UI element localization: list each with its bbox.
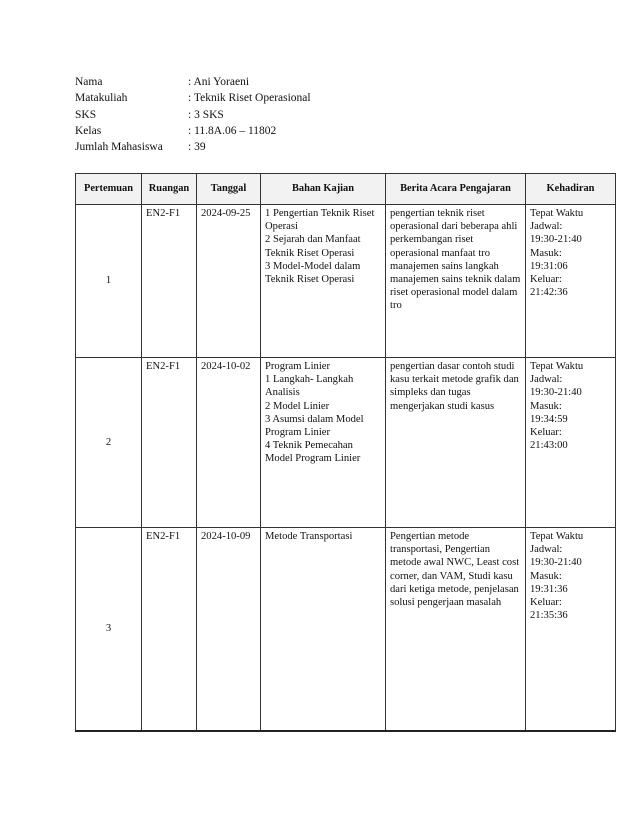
cell-tanggal: 2024-10-09 xyxy=(197,528,261,732)
kehadiran-keluar-label: Keluar: xyxy=(530,597,562,609)
kehadiran-jadwal: 19:30-21:40 xyxy=(530,557,582,569)
kehadiran-masuk-label: Masuk: xyxy=(530,247,562,259)
table-row xyxy=(76,528,616,732)
table-row xyxy=(76,205,616,358)
kehadiran-keluar: 21:42:36 xyxy=(530,287,568,299)
bahan-line: 1 Pengertian Teknik Riset Operasi xyxy=(265,208,375,233)
cell-ruangan: EN2-F1 xyxy=(142,528,197,732)
kehadiran-keluar-label: Keluar: xyxy=(530,427,562,439)
cell-ruangan: EN2-F1 xyxy=(142,358,197,528)
cell-pertemuan: 2 xyxy=(76,358,142,528)
kehadiran-jadwal: 19:30-21:40 xyxy=(530,234,582,246)
course-info xyxy=(75,74,311,155)
kehadiran-jadwal-label: Jadwal: xyxy=(530,221,563,233)
cell-bahan-kajian xyxy=(261,358,386,528)
info-label: SKS xyxy=(75,108,97,121)
cell-tanggal: 2024-09-25 xyxy=(197,205,261,358)
info-value: : Ani Yoraeni xyxy=(188,74,249,90)
header-bahan-kajian: Bahan Kajian xyxy=(261,174,386,205)
kehadiran-jadwal: 19:30-21:40 xyxy=(530,387,582,399)
kehadiran-keluar: 21:35:36 xyxy=(530,610,568,622)
header-ruangan: Ruangan xyxy=(142,174,197,205)
info-value: : 11.8A.06 – 11802 xyxy=(188,123,276,139)
bahan-line: 1 Langkah- Langkah Analisis xyxy=(265,374,354,399)
kehadiran-status: Tepat Waktu xyxy=(530,531,584,542)
header-tanggal: Tanggal xyxy=(197,174,261,205)
kehadiran-status: Tepat Waktu xyxy=(530,361,584,372)
header-kehadiran: Kehadiran xyxy=(526,174,616,205)
cell-berita-acara: Pengertian metode transportasi, Pengertian metode awal NWC, Least cost corner, dan VAM, Studi kasu dari ketiga metode, penjelasan solusi pengerjaan masalah xyxy=(386,528,526,732)
table-row xyxy=(76,358,616,528)
bahan-line: Program Linier xyxy=(265,361,331,372)
bahan-line: 3 Model-Model dalam Teknik Riset Operasi xyxy=(265,260,361,286)
cell-kehadiran xyxy=(526,528,616,732)
info-row-kelas xyxy=(75,123,311,139)
kehadiran-masuk: 19:31:36 xyxy=(530,583,568,595)
info-row-jumlah-mahasiswa xyxy=(75,139,311,155)
cell-bahan-kajian xyxy=(261,205,386,358)
info-row-nama xyxy=(75,74,311,90)
kehadiran-masuk: 19:31:06 xyxy=(530,260,568,272)
cell-tanggal: 2024-10-02 xyxy=(197,358,261,528)
info-label: Nama xyxy=(75,76,103,88)
kehadiran-masuk-label: Masuk: xyxy=(530,400,562,412)
cell-pertemuan: 1 xyxy=(76,205,142,358)
kehadiran-keluar: 21:43:00 xyxy=(530,440,568,452)
bahan-line: 2 Model Linier xyxy=(265,400,330,412)
kehadiran-keluar-label: Keluar: xyxy=(530,274,562,286)
info-label: Kelas xyxy=(75,124,102,137)
cell-bahan-kajian xyxy=(261,528,386,732)
info-row-matakuliah xyxy=(75,90,311,106)
cell-pertemuan: 3 xyxy=(76,528,142,732)
info-value: : 39 xyxy=(188,139,206,155)
cell-berita-acara: pengertian teknik riset operasional dari beberapa ahli perkembangan riset operasional manfaat tro manajemen sains langkah manajemen sains teknik dalam riset operasional model dalam tro xyxy=(386,205,526,358)
cell-kehadiran xyxy=(526,358,616,528)
info-label: Jumlah Mahasiswa xyxy=(75,141,163,154)
cell-berita-acara: pengertian dasar contoh studi kasu terkait metode grafik dan simpleks dan tugas mengerjakan studi kasus xyxy=(386,358,526,528)
cell-kehadiran xyxy=(526,205,616,358)
table-header-row xyxy=(76,174,616,205)
kehadiran-status: Tepat Waktu xyxy=(530,208,584,219)
bahan-line: 3 Asumsi dalam Model Program Linier xyxy=(265,413,364,439)
bahan-line: 4 Teknik Pemecahan Model Program Linier xyxy=(265,440,361,465)
kehadiran-jadwal-label: Jadwal: xyxy=(530,374,563,386)
info-value: : Teknik Riset Operasional xyxy=(188,90,311,106)
info-value: : 3 SKS xyxy=(188,107,224,123)
info-label: Matakuliah xyxy=(75,92,128,105)
bahan-line: 2 Sejarah dan Manfaat Teknik Riset Operasi xyxy=(265,234,361,259)
info-row-sks xyxy=(75,107,311,123)
header-berita-acara: Berita Acara Pengajaran xyxy=(386,174,526,205)
bahan-line: Metode Transportasi xyxy=(265,531,353,542)
kehadiran-jadwal-label: Jadwal: xyxy=(530,544,563,556)
attendance-table xyxy=(75,173,616,732)
header-pertemuan: Pertemuan xyxy=(76,174,142,205)
kehadiran-masuk-label: Masuk: xyxy=(530,570,562,582)
kehadiran-masuk: 19:34:59 xyxy=(530,413,568,425)
cell-ruangan: EN2-F1 xyxy=(142,205,197,358)
